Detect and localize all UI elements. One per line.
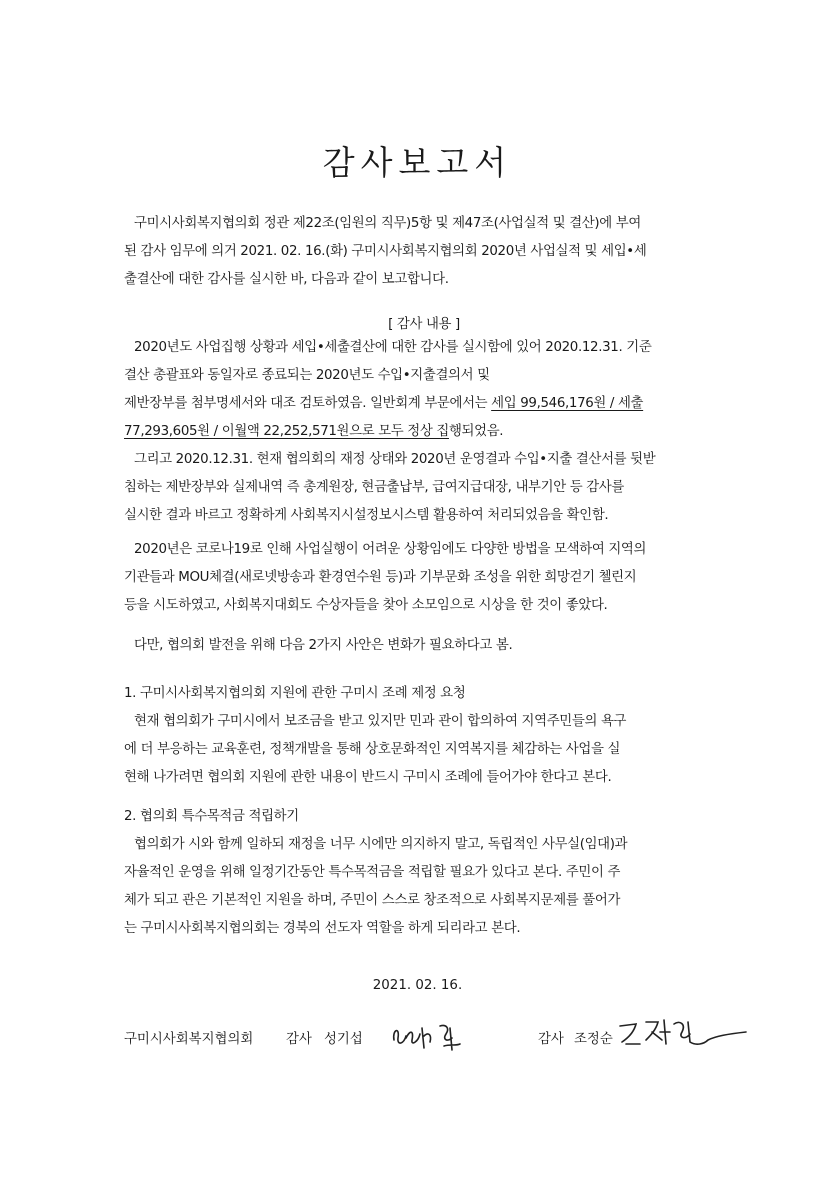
document-title: 감사보고서 [322,143,513,182]
auditor2-signature [616,1014,751,1054]
auditor2-role: 감사 [538,1032,564,1047]
item2-title: 2. 협의회 특수목적금 적립하기 [124,809,299,824]
content-line: 그리고 2020.12.31. 현재 협의회의 재정 상태와 2020년 운영결과 수입•지출 결산서를 뒷받 [134,452,656,467]
content-line [124,418,724,446]
auditor1-signature [388,1018,468,1054]
auditor1-role: 감사 [286,1032,312,1047]
organization-name: 구미시사회복지협의회 [124,1032,254,1047]
intro-paragraph [124,210,724,294]
item2-line: 자율적인 운영을 위해 일정기간동안 특수목적금을 적립할 필요가 있다고 본다. 주민이 주 [124,865,621,880]
item2-line: 체가 되고 관은 기본적인 지원을 하며, 주민이 스스로 창조적으로 사회복지문제를 풀어가 [124,893,621,908]
intro-line: 구미시사회복지협의회 정관 제22조(임원의 직무)5항 및 제47조(사업실적 및 결산)에 부여 [134,216,641,231]
item2-section [124,803,724,943]
item1-line: 현재 협의회가 구미시에서 보조금을 받고 있지만 민과 관이 합의하여 지역주민들의 욕구 [134,714,627,729]
item1-line: 에 더 부응하는 교육훈련, 정책개발을 통해 상호문화적인 지역복지를 체감하는 사업을 실 [124,742,621,757]
item1-line: 현해 나가려면 협의회 지원에 관한 내용이 반드시 구미시 조례에 들어가야 한다고 본다. [124,770,612,785]
audit-content-paragraph [124,334,724,530]
item1-section [124,680,724,792]
content-text: 행되었음. [448,424,504,439]
content-text: 제반장부를 첨부명세서와 대조 검토하였음. 일반회계 부문에서는 [124,396,492,411]
covid-line: 기관들과 MOU체결(새로넷방송과 환경연수원 등)과 기부문화 조성을 위한 희망걷기 첼린지 [124,570,637,585]
however-line: 다만, 협의회 발전을 위해 다음 2가지 사안은 변화가 필요하다고 봄. [134,638,513,653]
revenue-amount: 세입 99,546,176원 / 세출 [491,396,644,411]
section-header: [ 감사 내용 ] [388,317,460,332]
content-line: 2020년도 사업집행 상황과 세입•세출결산에 대한 감사를 실시함에 있어 2020.12.31. 기준 [134,340,652,355]
content-line [124,390,724,418]
covid-line: 2020년은 코로나19로 인해 사업실행이 어려운 상황임에도 다양한 방법을 모색하여 지역의 [134,542,647,557]
item2-line: 협의회가 시와 함께 일하되 재정을 너무 시에만 의지하지 말고, 독립적인 사무실(임대)과 [134,837,628,852]
intro-line: 된 감사 임무에 의거 2021. 02. 16.(화) 구미시사회복지협의회 2020년 사업실적 및 세입•세 [124,244,647,259]
content-line: 실시한 결과 바르고 정확하게 사회복지시설정보시스템 활용하여 처리되었음을 확인함. [124,508,609,523]
intro-line: 출결산에 대한 감사를 실시한 바, 다음과 같이 보고합니다. [124,272,449,287]
item1-title: 1. 구미시사회복지협의회 지원에 관한 구미시 조례 제정 요청 [124,686,466,701]
auditor1-name: 성기섭 [324,1032,363,1047]
auditor2-name: 조정순 [574,1032,613,1047]
report-date: 2021. 02. 16. [372,978,463,993]
item2-line: 는 구미시사회복지협의회는 경북의 선도자 역할을 하게 되리라고 본다. [124,921,521,936]
covid-paragraph [124,536,724,620]
content-line: 결산 총괄표와 동일자로 종료되는 2020년도 수입•지출결의서 및 [124,368,490,383]
content-line: 침하는 제반장부와 실제내역 즉 총계원장, 현금출납부, 급여지급대장, 내부기안 등 감사를 [124,480,624,495]
expense-carryover-amount: 77,293,605원 / 이월액 22,252,571원으로 모두 정상 집 [124,424,449,439]
covid-line: 등을 시도하였고, 사회복지대회도 수상자들을 찾아 소모임으로 시상을 한 것이 좋았다. [124,598,608,613]
